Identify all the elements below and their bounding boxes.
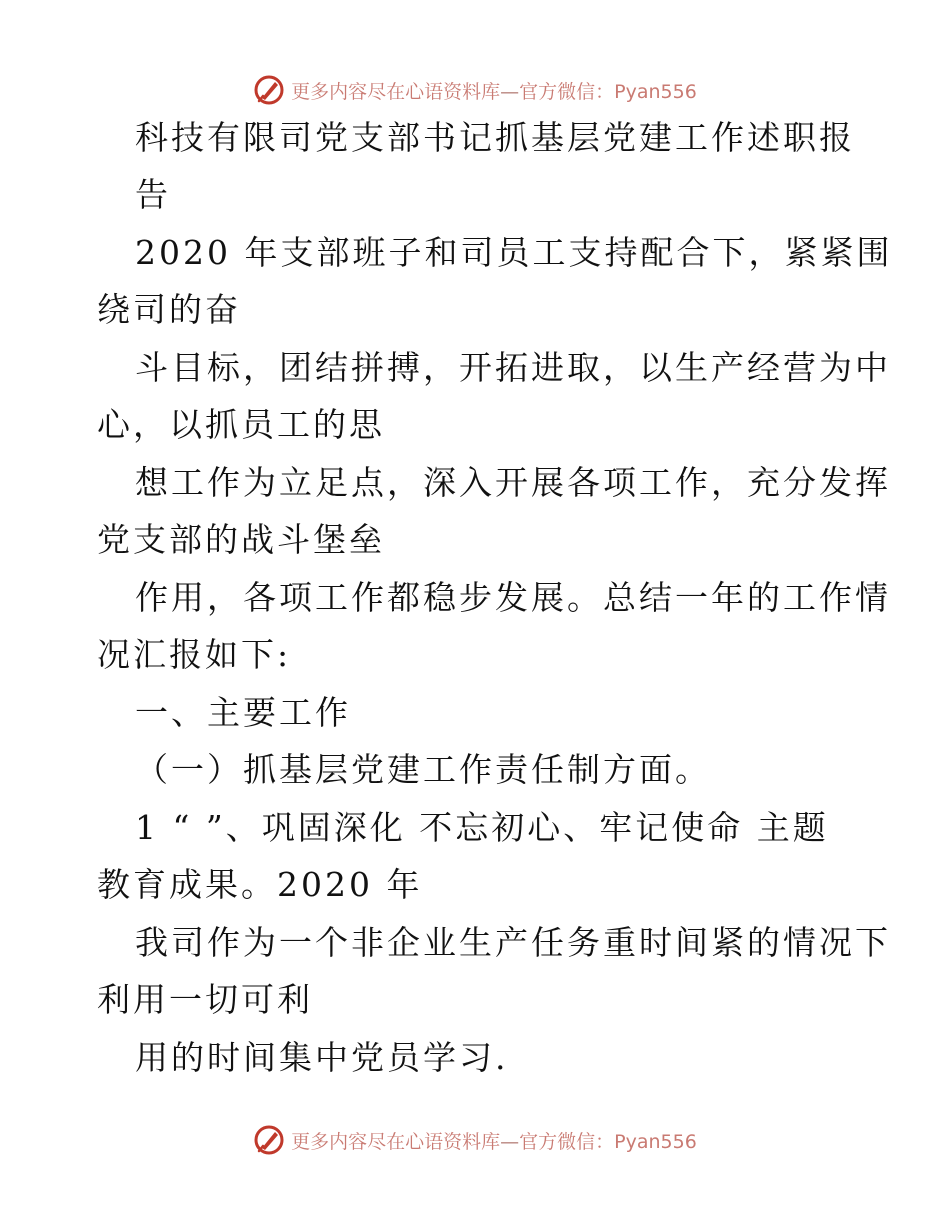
footer-watermark-banner bbox=[0, 1120, 950, 1160]
paragraph-line: 绕司的奋 bbox=[97, 290, 241, 329]
subsection-heading: （一）抓基层党建工作责任制方面。 bbox=[135, 750, 711, 789]
banner-brand-text: 更多内容尽在心语资料库 bbox=[291, 80, 501, 103]
paragraph-line: 我司作为一个非企业生产任务重时间紧的情况下 bbox=[135, 923, 891, 962]
banner-wechat-text: 官方微信：Pyan556 bbox=[519, 1130, 697, 1153]
banner-text bbox=[291, 77, 697, 104]
paragraph-line: 教育成果。2020 年 bbox=[97, 865, 423, 904]
quill-logo-icon bbox=[253, 74, 285, 106]
paragraph-line: 斗目标，团结拼搏，开拓进取，以生产经营为中 bbox=[135, 348, 891, 387]
paragraph-line: 1 “ ”、巩固深化 不忘初心、牢记使命 主题 bbox=[135, 808, 829, 847]
paragraph-line: 用的时间集中党员学习. bbox=[135, 1038, 509, 1077]
banner-brand-text: 更多内容尽在心语资料库 bbox=[291, 1130, 501, 1153]
document-title-line: 科技有限司党支部书记抓基层党建工作述职报 bbox=[135, 118, 855, 157]
paragraph-line: 想工作为立足点，深入开展各项工作，充分发挥 bbox=[135, 463, 891, 502]
paragraph-line: 心，以抓员工的思 bbox=[97, 405, 385, 444]
banner-separator: — bbox=[500, 1130, 520, 1153]
banner-content bbox=[253, 74, 697, 106]
banner-separator: — bbox=[500, 80, 520, 103]
paragraph-line: 利用一切可利 bbox=[97, 980, 313, 1019]
header-watermark-banner bbox=[0, 70, 950, 110]
paragraph-line: 况汇报如下: bbox=[97, 635, 292, 674]
banner-content bbox=[253, 1124, 697, 1156]
quill-logo-icon bbox=[253, 1124, 285, 1156]
banner-text bbox=[291, 1127, 697, 1154]
paragraph-line: 2020 年支部班子和司员工支持配合下，紧紧围 bbox=[135, 233, 893, 272]
banner-wechat-text: 官方微信：Pyan556 bbox=[519, 80, 697, 103]
paragraph-line: 党支部的战斗堡垒 bbox=[97, 520, 385, 559]
section-heading: 一、主要工作 bbox=[135, 693, 351, 732]
document-title-line: 告 bbox=[135, 175, 171, 214]
paragraph-line: 作用，各项工作都稳步发展。总结一年的工作情 bbox=[135, 578, 891, 617]
